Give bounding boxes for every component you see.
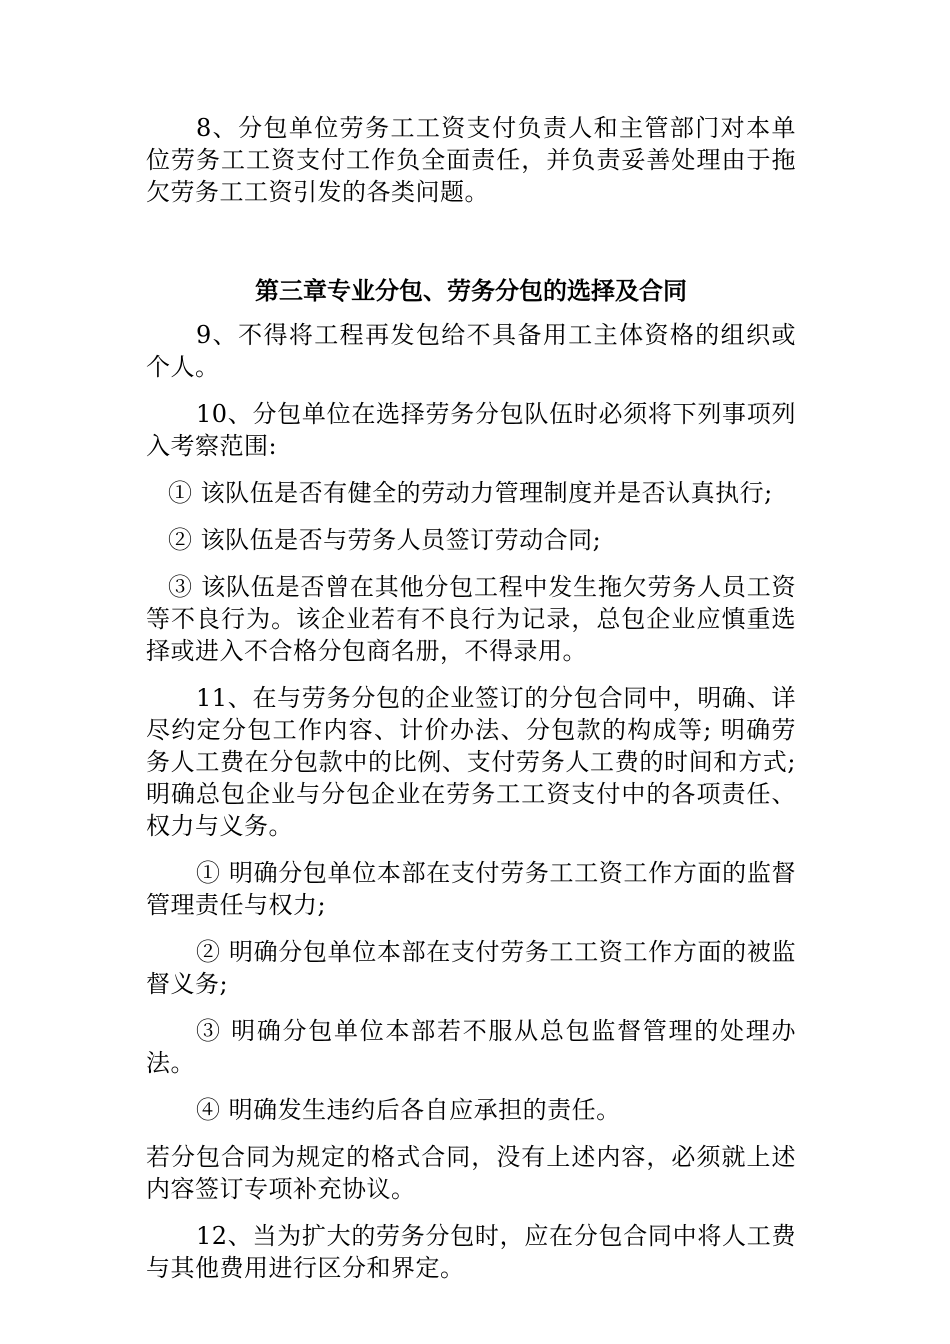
paragraph-11-item-4: ④ 明确发生违约后各自应承担的责任。 [196,1096,621,1124]
document-page [146,112,796,1284]
paragraph-11-item-3: ③ 明确分包单位本部若不服从总包监督管理的处理办法。 [146,1017,796,1077]
paragraph-10-item-3: ③ 该队伍是否曾在其他分包工程中发生拖欠劳务人员工资等不良行为。该企业若有不良行为记录，总包企业应慎重选择或进入不合格分包商名册，不得录用。 [146,573,796,665]
paragraph-12: 12、当为扩大的劳务分包时，应在分包合同中将人工费与其他费用进行区分和界定。 [146,1222,796,1282]
paragraph-10: 10、分包单位在选择劳务分包队伍时必须将下列事项列入考察范围: [146,400,796,460]
paragraph-8: 8、分包单位劳务工工资支付负责人和主管部门对本单位劳务工工资支付工作负全面责任，并负责妥善处理由于拖欠劳务工工资引发的各类问题。 [146,114,796,206]
paragraph-11-item-1: ① 明确分包单位本部在支付劳务工工资工作方面的监督管理责任与权力; [146,859,796,919]
paragraph-11-note: 若分包合同为规定的格式合同，没有上述内容，必须就上述内容签订专项补充协议。 [146,1143,796,1203]
paragraph-10-item-1: ① 该队伍是否有健全的劳动力管理制度并是否认真执行; [168,479,773,507]
paragraph-11: 11、在与劳务分包的企业签订的分包合同中，明确、详尽约定分包工作内容、计价办法、分包款的构成等; 明确劳务人工费在分包款中的比例、支付劳务人工费的时间和方式; 明确总包企业与分包企业在劳务工工资支付中的各项责任、权力与义务。 [146,684,796,840]
paragraph-9: 9、不得将工程再发包给不具备用工主体资格的组织或个人。 [146,321,796,381]
paragraph-10-item-2: ② 该队伍是否与劳务人员签订劳动合同; [168,526,602,554]
chapter-title: 第三章专业分包、劳务分包的选择及合同 [255,277,687,305]
paragraph-11-item-2: ② 明确分包单位本部在支付劳务工工资工作方面的被监督义务; [146,938,796,998]
